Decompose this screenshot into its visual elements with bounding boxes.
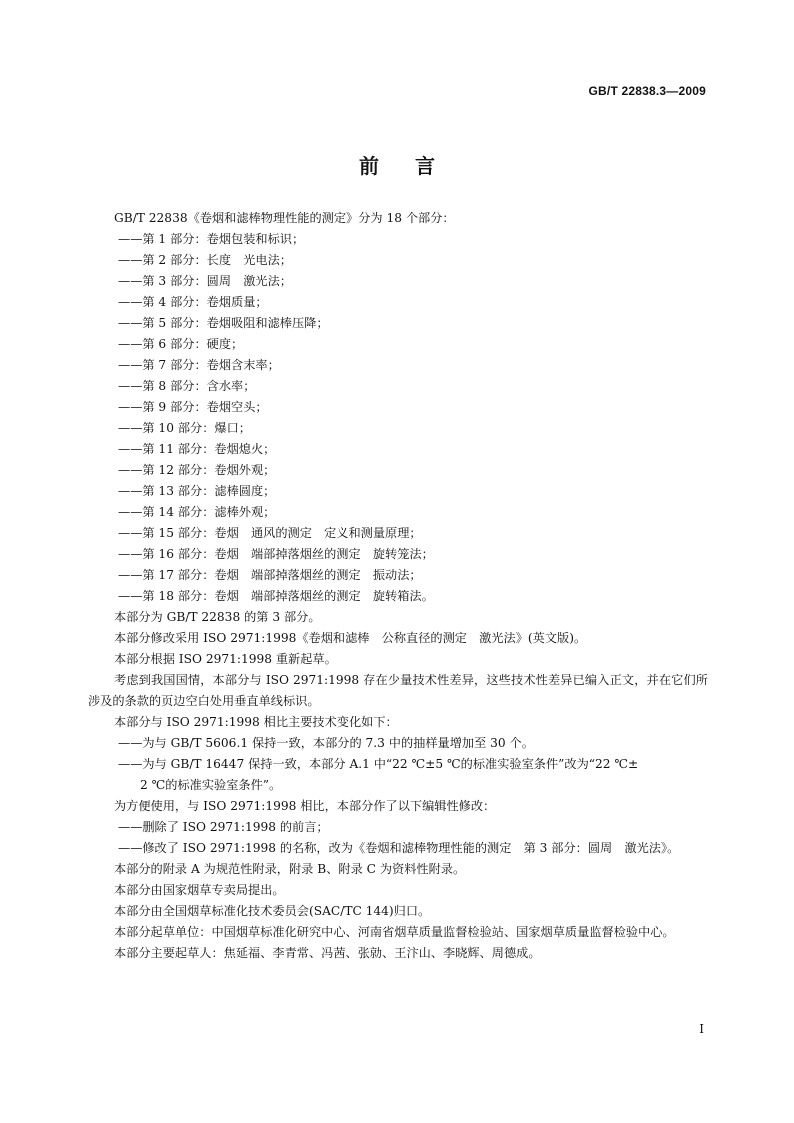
list-item: ——第 12 部分：卷烟外观； [118, 463, 276, 477]
list-item: ——第 17 部分：卷烟 端部掉落烟丝的测定 振动法； [118, 568, 422, 582]
paragraph-proposed-by: 本部分由国家烟草专卖局提出。 [114, 883, 285, 897]
page-number: I [699, 1022, 704, 1036]
paragraph-drafting-units: 本部分起草单位：中国烟草标准化研究中心、河南省烟草质量监督检验站、国家烟草质量监督检验中心。 [114, 925, 675, 939]
list-item: ——第 3 部分：圆周 激光法； [118, 274, 292, 288]
list-item: ——第 14 部分：滤棒外观； [118, 505, 276, 519]
paragraph-adoption: 本部分修改采用 ISO 2971:1998《卷烟和滤棒 公称直径的测定 激光法》(英文版)。 [114, 631, 587, 645]
standard-code: GB/T 22838.3—2009 [588, 84, 706, 98]
paragraph-centralized-by: 本部分由全国烟草标准化技术委员会(SAC/TC 144)归口。 [114, 904, 431, 918]
list-item: ——第 16 部分：卷烟 端部掉落烟丝的测定 旋转笼法； [118, 547, 434, 561]
list-item: ——第 4 部分：卷烟质量； [118, 295, 268, 309]
list-item: ——第 11 部分：卷烟熄火； [118, 442, 276, 456]
list-item: ——第 5 部分：卷烟吸阻和滤棒压降； [118, 316, 329, 330]
change-item: ——为与 GB/T 5606.1 保持一致，本部分的 7.3 中的抽样量增加至 30 个。 [118, 736, 534, 750]
paragraph-annexes: 本部分的附录 A 为规范性附录，附录 B、附录 C 为资料性附录。 [114, 862, 466, 876]
paragraph-drafters: 本部分主要起草人：焦延福、李青常、冯茜、张勍、王汴山、李晓辉、周德成。 [114, 946, 541, 960]
change-item-continuation: 2 ℃的标准实验室条件”。 [140, 778, 282, 792]
paragraph-technical-differences: 考虑到我国国情，本部分与 ISO 2971:1998 存在少量技术性差异，这些技术性差异已编入正文，并在它们所涉及的条款的页边空白处用垂直单线标识。 [88, 673, 708, 708]
list-item: ——第 2 部分：长度 光电法； [118, 253, 292, 267]
page-title: 前言 [359, 154, 471, 178]
list-item: ——第 13 部分：滤棒圆度； [118, 484, 276, 498]
paragraph-editorial-changes: 为方便使用，与 ISO 2971:1998 相比，本部分作了以下编辑性修改： [114, 799, 496, 813]
list-item: ——第 6 部分：硬度； [118, 337, 244, 351]
list-item: ——第 7 部分：卷烟含末率； [118, 358, 280, 372]
paragraph-main-changes: 本部分与 ISO 2971:1998 相比主要技术变化如下： [114, 715, 398, 729]
change-item: ——为与 GB/T 16447 保持一致，本部分 A.1 中“22 ℃±5 ℃的标准实验室条件”改为“22 ℃± [118, 757, 639, 771]
foreword-body [88, 208, 708, 964]
paragraph-part-number: 本部分为 GB/T 22838 的第 3 部分。 [114, 610, 321, 624]
intro-paragraph: GB/T 22838《卷烟和滤棒物理性能的测定》分为 18 个部分： [114, 211, 455, 225]
edit-item: ——删除了 ISO 2971:1998 的前言； [118, 820, 329, 834]
list-item: ——第 8 部分：含水率； [118, 379, 256, 393]
list-item: ——第 15 部分：卷烟 通风的测定 定义和测量原理； [118, 526, 422, 540]
list-item: ——第 18 部分：卷烟 端部掉落烟丝的测定 旋转箱法。 [118, 589, 434, 603]
list-item: ——第 10 部分：爆口； [118, 421, 251, 435]
list-item: ——第 9 部分：卷烟空头； [118, 400, 268, 414]
edit-item: ——修改了 ISO 2971:1998 的名称，改为《卷烟和滤棒物理性能的测定 第 3 部分：圆周 激光法》。 [118, 841, 680, 855]
paragraph-redrafted: 本部分根据 ISO 2971:1998 重新起草。 [114, 652, 337, 666]
list-item: ——第 1 部分：卷烟包装和标识； [118, 232, 305, 246]
parts-list [88, 229, 708, 607]
